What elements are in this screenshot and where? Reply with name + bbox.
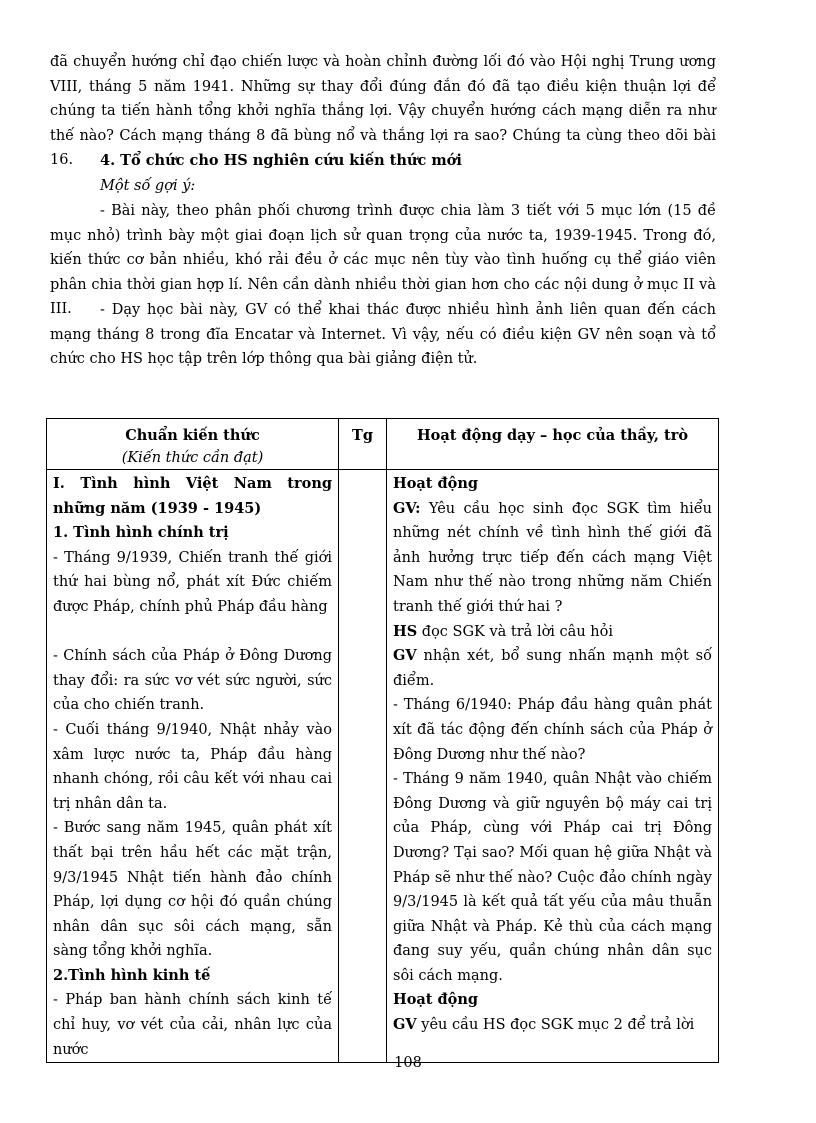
student-label: HS	[393, 622, 418, 640]
activity-item	[393, 1013, 712, 1038]
knowledge-item: - Pháp ban hành chính sách kinh tế chỉ huy, vơ vét của cải, nhân lực của nước	[53, 992, 332, 1058]
subsection-political: 1. Tình hình chính trị	[53, 524, 229, 542]
activity-text: Yêu cầu học sinh đọc SGK tìm hiểu những nét chính về tình hình thế giới đã ảnh hưởng trực tiếp đến cách mạng Việt Nam như thế nào trong những năm Chiến tranh thế giới thứ hai ?	[393, 500, 712, 615]
activity-heading: Hoạt động	[393, 991, 479, 1009]
knowledge-item: - Chính sách của Pháp ở Đông Dương thay đổi: ra sức vơ vét sức người, sức của cho chiến tranh.	[53, 648, 332, 714]
activity-item	[393, 644, 712, 693]
section-heading-4: 4. Tổ chức cho HS nghiên cứu kiến thức mới	[100, 152, 462, 169]
knowledge-item: - Cuối tháng 9/1940, Nhật nhảy vào xâm lược nước ta, Pháp đầu hàng nhanh chóng, rồi câu kết với nhau cai trị nhân dân ta.	[53, 721, 332, 812]
header-knowledge-title: Chuẩn kiến thức	[125, 427, 260, 444]
activity-text: yêu cầu HS đọc SGK mục 2 để trả lời	[416, 1017, 695, 1034]
teacher-label: GV	[393, 647, 417, 665]
suggestion-bullet-2: - Dạy học bài này, GV có thể khai thác được nhiều hình ảnh liên quan đến cách mạng tháng 8 trong đĩa Encatar và Internet. Vì vậy, nếu có điều kiện GV nên soạn và tổ chức cho HS học tập trên lớp thông qua bài giảng điện tử.	[50, 302, 716, 368]
activity-item	[393, 497, 712, 620]
knowledge-item: - Bước sang năm 1945, quân phát xít thất bại trên hầu hết các mặt trận, 9/3/1945 Nhật tiến hành đảo chính Pháp, lợi dụng cơ hội đó quần chúng nhân dân sục sôi cách mạng, sẵn sàng tổng khởi nghĩa.	[53, 820, 332, 960]
activity-heading: Hoạt động	[393, 475, 479, 492]
time-cell	[339, 470, 387, 1063]
page-number: 108	[394, 1055, 422, 1071]
header-time: Tg	[339, 419, 387, 470]
header-activity: Hoạt động dạy – học của thầy, trò	[387, 419, 719, 470]
activity-text: nhận xét, bổ sung nhấn mạnh một số điểm.	[393, 648, 712, 689]
subsection-economic: 2.Tình hình kinh tế	[53, 966, 211, 984]
knowledge-cell	[47, 470, 339, 1063]
activity-text: đọc SGK và trả lời câu hỏi	[417, 623, 613, 640]
knowledge-item: - Tháng 9/1939, Chiến tranh thế giới thứ hai bùng nổ, phát xít Đức chiếm được Pháp, chính phủ Pháp đầu hàng	[53, 549, 332, 615]
activity-cell	[387, 470, 719, 1063]
intro-paragraph: đã chuyển hướng chỉ đạo chiến lược và hoàn chỉnh đường lối đó vào Hội nghị Trung ương VIII, tháng 5 năm 1941. Những sự thay đổi đúng đắn đó đã tạo điều kiện thuận lợi để chúng ta tiến hành tổng khởi nghĩa thắng lợi. Vậy chuyển hướng cách mạng diễn ra như thế nào? Cách mạng tháng 8 đã bùng nổ và thắng lợi ra sao? Chúng ta cùng theo dõi bài 16.	[50, 54, 716, 169]
activity-item: - Tháng 6/1940: Pháp đầu hàng quân phát xít đã tác động đến chính sách của Pháp ở Đông Dương như thế nào?	[393, 697, 712, 763]
section-title: I. Tình hình Việt Nam trong những năm (1939 - 1945)	[53, 475, 332, 517]
teacher-label: GV:	[393, 499, 421, 517]
suggestion-bullet-1: - Bài này, theo phân phối chương trình được chia làm 3 tiết với 5 mục lớn (15 đề mục nhỏ) trình bày một giai đoạn lịch sử quan trọng của nước ta, 1939-1945. Trong đó, kiến thức cơ bản nhiều, khó rải đều ở các mục nên tùy vào tình huống cụ thể giáo viên phân chia thời gian hợp lí. Nên cần dành nhiều thời gian hơn cho các nội dung ở mục II và III.	[50, 203, 716, 318]
header-knowledge	[47, 419, 339, 470]
activity-item: - Tháng 9 năm 1940, quân Nhật vào chiếm Đông Dương và giữ nguyên bộ máy cai trị của Pháp, cùng với Pháp cai trị Đông Dương? Tại sao? Mối quan hệ giữa Nhật và Pháp sẽ như thế nào? Cuộc đảo chính ngày 9/3/1945 là kết quả tất yếu của mâu thuẫn giữa Nhật và Pháp. Kẻ thù của cách mạng đang suy yếu, quần chúng nhân dân sục sôi cách mạng.	[393, 771, 712, 984]
activity-item	[393, 620, 712, 645]
header-knowledge-subtitle: (Kiến thức cần đạt)	[121, 450, 264, 466]
suggestion-label: Một số gợi ý:	[100, 178, 196, 194]
lesson-table	[46, 418, 719, 1063]
teacher-label: GV	[393, 1016, 417, 1034]
